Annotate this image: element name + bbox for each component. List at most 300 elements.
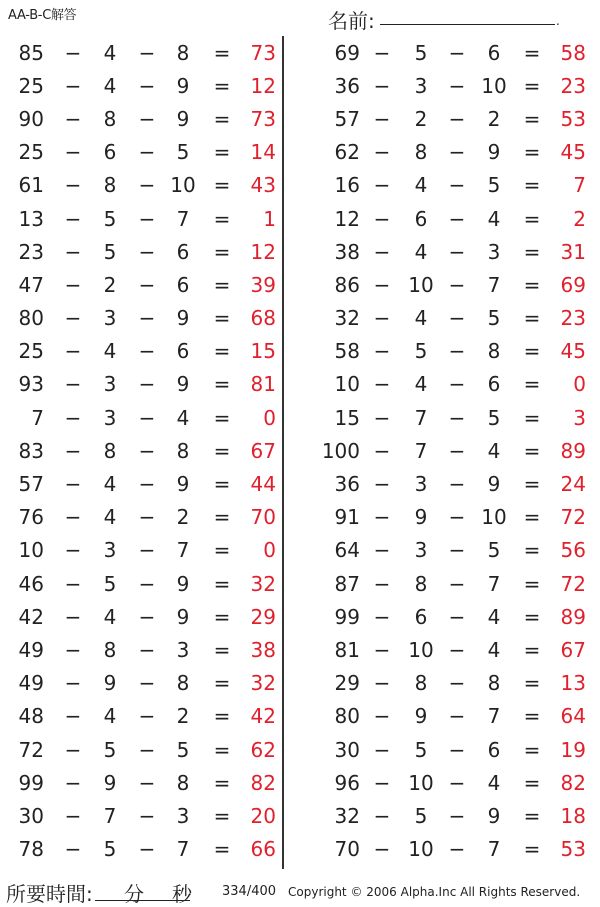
minus-sign: −	[448, 306, 466, 331]
subtrahend-2: 6	[487, 40, 501, 65]
minuend: 42	[18, 604, 44, 629]
minus-sign: −	[448, 737, 466, 762]
subtrahend-2: 4	[487, 770, 501, 795]
subtrahend-1: 4	[103, 704, 117, 729]
answer: 73	[250, 106, 276, 131]
answer: 39	[250, 272, 276, 297]
equals-sign: =	[523, 140, 541, 165]
answer: 13	[560, 671, 586, 696]
subtrahend-1: 7	[103, 803, 117, 828]
equals-sign: =	[523, 239, 541, 264]
equals-sign: =	[213, 206, 231, 231]
minus-sign: −	[448, 770, 466, 795]
minus-sign: −	[64, 405, 82, 430]
minus-sign: −	[373, 803, 391, 828]
minus-sign: −	[373, 40, 391, 65]
minuend: 32	[334, 306, 360, 331]
minuend: 7	[31, 405, 44, 430]
equals-sign: =	[523, 173, 541, 198]
minus-sign: −	[138, 837, 156, 862]
answer: 24	[560, 472, 586, 497]
minus-sign: −	[373, 339, 391, 364]
equals-sign: =	[213, 372, 231, 397]
equals-sign: =	[213, 604, 231, 629]
column-divider	[282, 36, 284, 869]
answer: 23	[560, 73, 586, 98]
answer: 1	[263, 206, 276, 231]
subtrahend-2: 4	[487, 438, 501, 463]
subtrahend-1: 5	[103, 206, 117, 231]
answer: 31	[560, 239, 586, 264]
equals-sign: =	[523, 737, 541, 762]
subtrahend-1: 4	[414, 239, 428, 264]
subtrahend-2: 9	[487, 803, 501, 828]
equals-sign: =	[213, 770, 231, 795]
minuend: 13	[18, 206, 44, 231]
subtrahend-2: 9	[176, 73, 190, 98]
subtrahend-1: 3	[414, 73, 428, 98]
subtrahend-1: 5	[103, 737, 117, 762]
subtrahend-2: 7	[176, 538, 190, 563]
answer: 53	[560, 106, 586, 131]
answer: 12	[250, 239, 276, 264]
minuend: 25	[18, 140, 44, 165]
subtrahend-2: 4	[487, 637, 501, 662]
subtrahend-1: 9	[414, 704, 428, 729]
minus-sign: −	[373, 173, 391, 198]
answer: 7	[573, 173, 586, 198]
subtrahend-2: 3	[176, 637, 190, 662]
minus-sign: −	[448, 272, 466, 297]
equals-sign: =	[213, 173, 231, 198]
subtrahend-2: 9	[176, 106, 190, 131]
minuend: 49	[18, 637, 44, 662]
answer: 72	[560, 505, 586, 530]
time-label: 所要時間:	[6, 882, 93, 906]
minus-sign: −	[138, 73, 156, 98]
answer: 15	[250, 339, 276, 364]
subtrahend-2: 8	[487, 339, 501, 364]
minuend: 25	[18, 339, 44, 364]
answer: 66	[250, 837, 276, 862]
answer: 3	[573, 405, 586, 430]
subtrahend-1: 5	[414, 803, 428, 828]
subtrahend-2: 5	[176, 140, 190, 165]
minus-sign: −	[64, 372, 82, 397]
minus-sign: −	[64, 770, 82, 795]
minuend: 86	[334, 272, 360, 297]
minus-sign: −	[64, 671, 82, 696]
equals-sign: =	[213, 106, 231, 131]
subtrahend-1: 4	[103, 40, 117, 65]
equals-sign: =	[523, 405, 541, 430]
subtrahend-1: 9	[414, 505, 428, 530]
subtrahend-2: 9	[176, 571, 190, 596]
subtrahend-2: 4	[487, 604, 501, 629]
subtrahend-1: 4	[414, 372, 428, 397]
answer: 12	[250, 73, 276, 98]
subtrahend-1: 9	[103, 770, 117, 795]
minus-sign: −	[448, 239, 466, 264]
minuend: 76	[18, 505, 44, 530]
minus-sign: −	[373, 73, 391, 98]
minus-sign: −	[448, 538, 466, 563]
equals-sign: =	[523, 538, 541, 563]
minus-sign: −	[448, 206, 466, 231]
equals-sign: =	[523, 372, 541, 397]
minus-sign: −	[448, 837, 466, 862]
sheet-id: AA-B-C解答	[8, 8, 77, 23]
subtrahend-1: 3	[103, 405, 117, 430]
subtrahend-2: 4	[487, 206, 501, 231]
subtrahend-1: 8	[103, 637, 117, 662]
answer: 19	[560, 737, 586, 762]
answer: 23	[560, 306, 586, 331]
minus-sign: −	[64, 438, 82, 463]
subtrahend-2: 6	[487, 372, 501, 397]
equals-sign: =	[523, 571, 541, 596]
subtrahend-2: 5	[487, 405, 501, 430]
minuend: 57	[18, 472, 44, 497]
equals-sign: =	[213, 472, 231, 497]
answer: 45	[560, 339, 586, 364]
minus-sign: −	[138, 571, 156, 596]
minuend: 25	[18, 73, 44, 98]
subtrahend-2: 9	[176, 604, 190, 629]
equals-sign: =	[523, 73, 541, 98]
minus-sign: −	[64, 538, 82, 563]
subtrahend-2: 8	[176, 671, 190, 696]
equals-sign: =	[523, 671, 541, 696]
minuend: 48	[18, 704, 44, 729]
minus-sign: −	[64, 472, 82, 497]
answer: 29	[250, 604, 276, 629]
minus-sign: −	[64, 140, 82, 165]
minus-sign: −	[138, 272, 156, 297]
subtrahend-1: 4	[103, 472, 117, 497]
subtrahend-1: 7	[414, 405, 428, 430]
subtrahend-1: 3	[414, 472, 428, 497]
equals-sign: =	[523, 472, 541, 497]
minus-sign: −	[64, 239, 82, 264]
equals-sign: =	[523, 339, 541, 364]
subtrahend-1: 4	[414, 306, 428, 331]
minus-sign: −	[64, 604, 82, 629]
answer: 53	[560, 837, 586, 862]
answer: 62	[250, 737, 276, 762]
subtrahend-2: 6	[176, 272, 190, 297]
answer: 64	[560, 704, 586, 729]
equals-sign: =	[213, 637, 231, 662]
minus-sign: −	[64, 637, 82, 662]
minuend: 10	[334, 372, 360, 397]
answer: 43	[250, 173, 276, 198]
minus-sign: −	[373, 505, 391, 530]
minus-sign: −	[138, 372, 156, 397]
answer: 70	[250, 505, 276, 530]
subtrahend-2: 10	[481, 505, 507, 530]
minuend: 72	[18, 737, 44, 762]
subtrahend-1: 8	[414, 571, 428, 596]
answer: 69	[560, 272, 586, 297]
minus-sign: −	[448, 604, 466, 629]
subtrahend-2: 7	[176, 206, 190, 231]
minus-sign: −	[448, 505, 466, 530]
minuend: 100	[321, 438, 360, 463]
minuend: 58	[334, 339, 360, 364]
minus-sign: −	[138, 140, 156, 165]
minuend: 80	[18, 306, 44, 331]
subtrahend-2: 9	[176, 472, 190, 497]
minuend: 64	[334, 538, 360, 563]
equals-sign: =	[213, 704, 231, 729]
minuend: 99	[18, 770, 44, 795]
subtrahend-1: 4	[103, 339, 117, 364]
subtrahend-2: 7	[487, 272, 501, 297]
minuend: 81	[334, 637, 360, 662]
minus-sign: −	[138, 737, 156, 762]
minuend: 78	[18, 837, 44, 862]
subtrahend-1: 8	[414, 671, 428, 696]
equals-sign: =	[523, 40, 541, 65]
minus-sign: −	[373, 538, 391, 563]
minus-sign: −	[448, 405, 466, 430]
minuend: 12	[334, 206, 360, 231]
minuend: 32	[334, 803, 360, 828]
minus-sign: −	[373, 472, 391, 497]
subtrahend-1: 5	[103, 837, 117, 862]
copyright: Copyright © 2006 Alpha.Inc All Rights Reserved.	[288, 885, 581, 899]
minus-sign: −	[373, 206, 391, 231]
minus-sign: −	[448, 571, 466, 596]
equals-sign: =	[523, 206, 541, 231]
answer: 56	[560, 538, 586, 563]
answer: 0	[573, 372, 586, 397]
subtrahend-2: 5	[487, 306, 501, 331]
subtrahend-1: 5	[414, 737, 428, 762]
subtrahend-2: 4	[176, 405, 190, 430]
answer: 42	[250, 704, 276, 729]
minuend: 30	[334, 737, 360, 762]
equals-sign: =	[213, 306, 231, 331]
minus-sign: −	[138, 671, 156, 696]
equals-sign: =	[213, 339, 231, 364]
equals-sign: =	[213, 438, 231, 463]
subtrahend-1: 2	[103, 272, 117, 297]
minus-sign: −	[138, 637, 156, 662]
subtrahend-1: 5	[103, 571, 117, 596]
equals-sign: =	[523, 637, 541, 662]
subtrahend-1: 7	[414, 438, 428, 463]
minus-sign: −	[138, 173, 156, 198]
equals-sign: =	[213, 272, 231, 297]
subtrahend-1: 6	[414, 206, 428, 231]
subtrahend-2: 9	[176, 306, 190, 331]
equals-sign: =	[213, 671, 231, 696]
answer: 45	[560, 140, 586, 165]
equals-sign: =	[523, 272, 541, 297]
equals-sign: =	[213, 140, 231, 165]
name-blank-line	[380, 24, 555, 25]
minuend: 23	[18, 239, 44, 264]
minutes-label: 分	[124, 882, 144, 906]
equals-sign: =	[523, 837, 541, 862]
subtrahend-2: 7	[487, 571, 501, 596]
equals-sign: =	[213, 73, 231, 98]
answer: 82	[250, 770, 276, 795]
subtrahend-1: 5	[414, 40, 428, 65]
minus-sign: −	[64, 803, 82, 828]
minuend: 99	[334, 604, 360, 629]
minuend: 38	[334, 239, 360, 264]
seconds-label: 秒	[172, 882, 192, 906]
equals-sign: =	[213, 405, 231, 430]
minus-sign: −	[64, 73, 82, 98]
answer: 0	[263, 405, 276, 430]
subtrahend-1: 8	[103, 438, 117, 463]
subtrahend-2: 2	[176, 505, 190, 530]
minuend: 16	[334, 173, 360, 198]
subtrahend-2: 10	[481, 73, 507, 98]
subtrahend-2: 5	[176, 737, 190, 762]
minuend: 61	[18, 173, 44, 198]
subtrahend-1: 10	[408, 837, 434, 862]
equals-sign: =	[523, 106, 541, 131]
minus-sign: −	[138, 538, 156, 563]
answer: 89	[560, 438, 586, 463]
minuend: 36	[334, 73, 360, 98]
minuend: 93	[18, 372, 44, 397]
equals-sign: =	[213, 505, 231, 530]
minus-sign: −	[373, 704, 391, 729]
minuend: 80	[334, 704, 360, 729]
minuend: 85	[18, 40, 44, 65]
answer: 20	[250, 803, 276, 828]
subtrahend-2: 3	[487, 239, 501, 264]
answer: 82	[560, 770, 586, 795]
minus-sign: −	[373, 604, 391, 629]
answer: 44	[250, 472, 276, 497]
minus-sign: −	[64, 206, 82, 231]
minus-sign: −	[373, 770, 391, 795]
footer	[0, 876, 600, 904]
equals-sign: =	[523, 438, 541, 463]
equals-sign: =	[213, 571, 231, 596]
subtrahend-1: 8	[414, 140, 428, 165]
equals-sign: =	[523, 770, 541, 795]
minus-sign: −	[448, 339, 466, 364]
minuend: 30	[18, 803, 44, 828]
minus-sign: −	[373, 671, 391, 696]
minus-sign: −	[373, 737, 391, 762]
minus-sign: −	[448, 140, 466, 165]
answer: 14	[250, 140, 276, 165]
subtrahend-1: 6	[414, 604, 428, 629]
minus-sign: −	[373, 106, 391, 131]
minus-sign: −	[138, 604, 156, 629]
minus-sign: −	[448, 803, 466, 828]
answer: 73	[250, 40, 276, 65]
subtrahend-2: 7	[487, 837, 501, 862]
subtrahend-1: 3	[414, 538, 428, 563]
subtrahend-1: 8	[103, 106, 117, 131]
minuend: 29	[334, 671, 360, 696]
equals-sign: =	[213, 40, 231, 65]
minus-sign: −	[64, 837, 82, 862]
subtrahend-1: 3	[103, 538, 117, 563]
minus-sign: −	[448, 372, 466, 397]
subtrahend-2: 6	[487, 737, 501, 762]
subtrahend-2: 8	[487, 671, 501, 696]
minus-sign: −	[373, 438, 391, 463]
answer: 38	[250, 637, 276, 662]
subtrahend-2: 6	[176, 239, 190, 264]
subtrahend-2: 8	[176, 438, 190, 463]
subtrahend-1: 5	[103, 239, 117, 264]
minus-sign: −	[138, 106, 156, 131]
subtrahend-1: 4	[414, 173, 428, 198]
answer: 67	[560, 637, 586, 662]
minus-sign: −	[448, 472, 466, 497]
minus-sign: −	[138, 40, 156, 65]
minus-sign: −	[373, 637, 391, 662]
minuend: 49	[18, 671, 44, 696]
subtrahend-2: 9	[176, 372, 190, 397]
minus-sign: −	[448, 671, 466, 696]
minus-sign: −	[138, 770, 156, 795]
minus-sign: −	[138, 472, 156, 497]
subtrahend-1: 9	[103, 671, 117, 696]
answer: 32	[250, 571, 276, 596]
answer: 81	[250, 372, 276, 397]
minuend: 87	[334, 571, 360, 596]
minuend: 47	[18, 272, 44, 297]
subtrahend-1: 3	[103, 306, 117, 331]
minus-sign: −	[373, 405, 391, 430]
minus-sign: −	[64, 505, 82, 530]
minus-sign: −	[138, 438, 156, 463]
minuend: 91	[334, 505, 360, 530]
subtrahend-2: 2	[487, 106, 501, 131]
minus-sign: −	[138, 704, 156, 729]
minus-sign: −	[64, 571, 82, 596]
answer: 89	[560, 604, 586, 629]
minus-sign: −	[64, 106, 82, 131]
subtrahend-1: 8	[103, 173, 117, 198]
minus-sign: −	[373, 306, 391, 331]
minuend: 83	[18, 438, 44, 463]
subtrahend-2: 2	[176, 704, 190, 729]
subtrahend-1: 10	[408, 272, 434, 297]
equals-sign: =	[213, 837, 231, 862]
minus-sign: −	[448, 637, 466, 662]
answer: 67	[250, 438, 276, 463]
minuend: 10	[18, 538, 44, 563]
subtrahend-2: 9	[487, 140, 501, 165]
page-number: 334/400	[222, 884, 277, 899]
equals-sign: =	[213, 803, 231, 828]
subtrahend-2: 9	[487, 472, 501, 497]
subtrahend-1: 4	[103, 604, 117, 629]
answer: 32	[250, 671, 276, 696]
equals-sign: =	[213, 538, 231, 563]
minus-sign: −	[138, 206, 156, 231]
minus-sign: −	[373, 239, 391, 264]
answer: 58	[560, 40, 586, 65]
subtrahend-2: 3	[176, 803, 190, 828]
minuend: 96	[334, 770, 360, 795]
equals-sign: =	[523, 704, 541, 729]
